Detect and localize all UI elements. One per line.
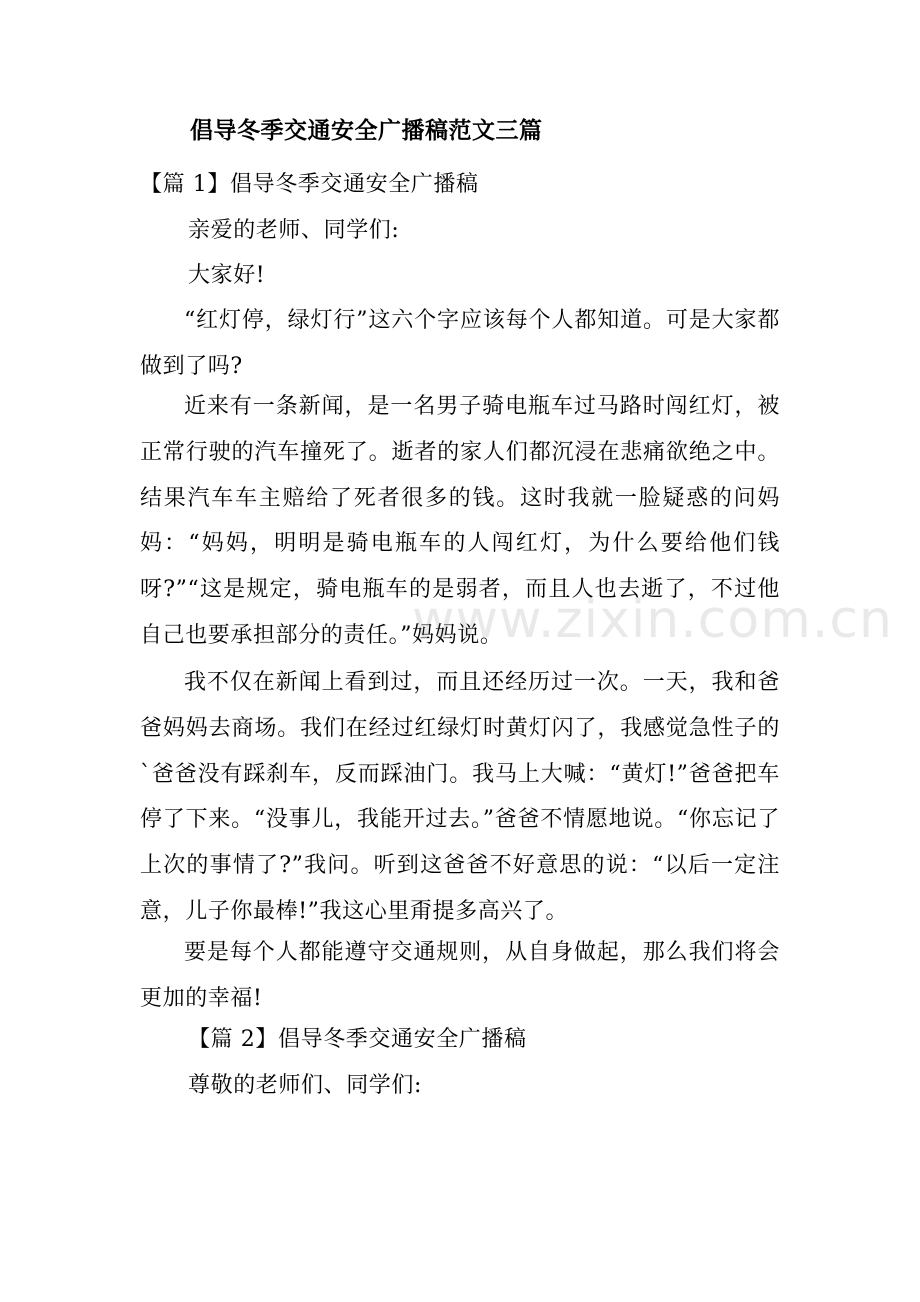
paragraph-3: 我不仅在新闻上看到过，而且还经历过一次。一天，我和爸爸妈妈去商场。我们在经过红绿灯时黄灯闪了，我感觉急性子的`爸爸没有踩刹车，反而踩油门。我马上大喊：“黄灯!”爸爸把车停了下来。“没事儿，我能开过去。”爸爸不情愿地说。“你忘记了上次的事情了?”我问。听到这爸爸不好意思的说：“以后一定注意，儿子你最棒!”我这心里甭提多高兴了。	[140, 670, 780, 924]
paragraph-2: 近来有一条新闻，是一名男子骑电瓶车过马路时闯红灯，被正常行驶的汽车撞死了。逝者的家人们都沉浸在悲痛欲绝之中。结果汽车车主赔给了死者很多的钱。这时我就一脸疑惑的问妈妈：“妈妈，明明是骑电瓶车的人闯红灯，为什么要给他们钱呀?”“这是规定，骑电瓶车的是弱者，而且人也去逝了，不过他自己也要承担部分的责任。”妈妈说。	[140, 394, 780, 648]
salutation-1: 亲爱的老师、同学们:	[188, 218, 400, 243]
watermark: www.zixin.com.cn	[412, 590, 893, 650]
document-title: 倡导冬季交通安全广播稿范文三篇	[190, 117, 543, 144]
paragraph-4: 要是每个人都能遵守交通规则，从自身做起，那么我们将会更加的幸福!	[140, 940, 780, 1011]
paragraph-1: “红灯停，绿灯行”这六个字应该每个人都知道。可是大家都做到了吗?	[140, 308, 780, 379]
greeting: 大家好!	[188, 263, 266, 288]
section-2-heading: 【篇 2】倡导冬季交通安全广播稿	[188, 1027, 527, 1052]
section-1-heading: 【篇 1】倡导冬季交通安全广播稿	[140, 172, 479, 197]
salutation-2: 尊敬的老师们、同学们:	[188, 1073, 423, 1098]
